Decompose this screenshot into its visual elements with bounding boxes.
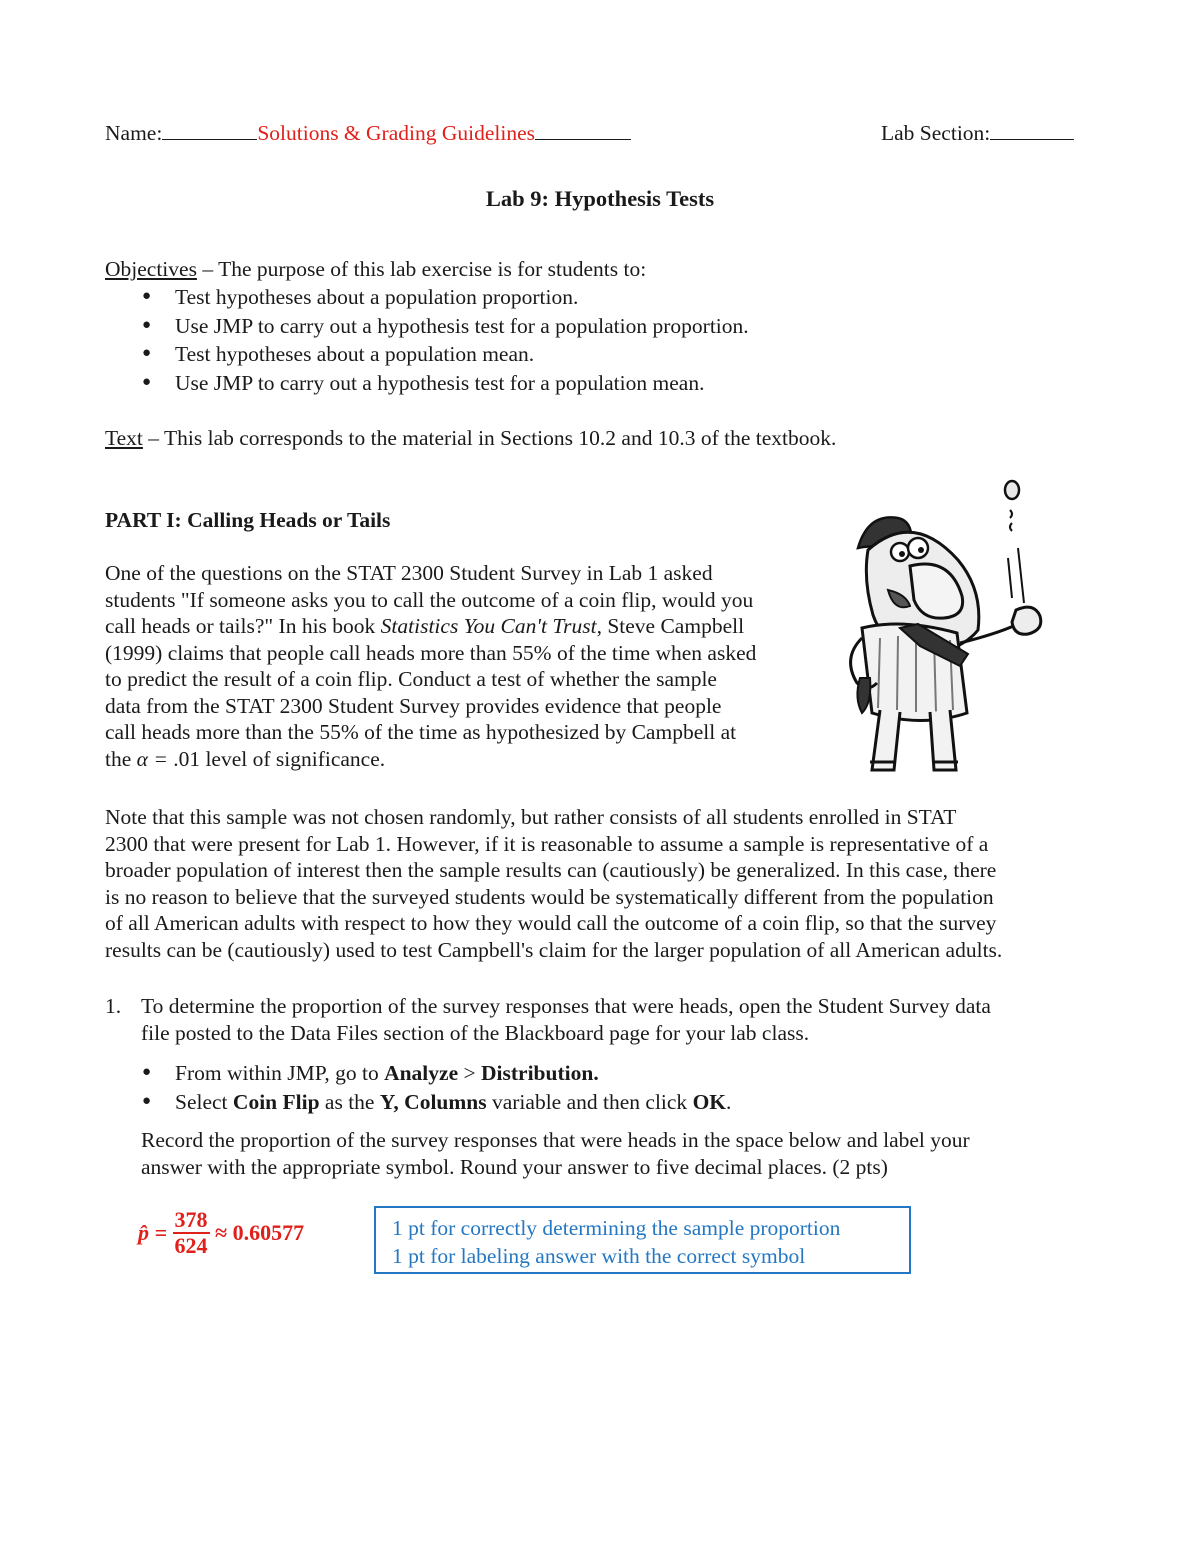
name-label: Name:	[105, 121, 163, 145]
para1-line	[105, 746, 756, 773]
para2-line: is no reason to believe that the surveyed students would be systematically different from the population	[105, 884, 994, 909]
step-text: From within JMP, go to	[175, 1061, 385, 1085]
q1-record-instructions	[141, 1127, 970, 1180]
name-blank-right	[535, 120, 631, 140]
menu-analyze: Analyze	[384, 1061, 459, 1085]
q1-line: file posted to the Data Files section of the Blackboard page for your lab class.	[141, 1020, 810, 1045]
para1-text: the	[105, 746, 137, 771]
menu-distribution: Distribution.	[481, 1061, 599, 1085]
answer-fraction	[173, 1208, 210, 1258]
approx-symbol: ≈	[215, 1220, 228, 1245]
text-body: – This lab corresponds to the material in Sections 10.2 and 10.3 of the textbook.	[142, 426, 837, 450]
bullet-icon: ●	[142, 1093, 152, 1109]
step-text: >	[458, 1061, 482, 1085]
objective-item: Use JMP to carry out a hypothesis test for a population mean.	[175, 371, 705, 395]
objective-item: Use JMP to carry out a hypothesis test for a population proportion.	[175, 314, 749, 338]
part1-heading: PART I: Calling Heads or Tails	[105, 508, 391, 532]
grading-line: 1 pt for correctly determining the sample proportion	[392, 1216, 841, 1240]
coin-flip-cartoon-illustration	[840, 478, 1062, 780]
bullet-icon: ●	[142, 288, 152, 304]
bullet-icon: ●	[142, 317, 152, 333]
q1-line: To determine the proportion of the survey responses that were heads, open the Student Survey data	[141, 994, 991, 1018]
ok-label: OK	[692, 1090, 727, 1114]
name-blank-left	[162, 120, 257, 140]
name-line	[105, 120, 631, 146]
book-title: Statistics You Can't Trust	[380, 614, 597, 638]
para2-line: Note that this sample was not chosen randomly, but rather consists of all students enrolled in STAT	[105, 805, 957, 829]
q1-step-1	[175, 1060, 599, 1086]
para2-line: of all American adults with respect to how they would call the outcome of a coin flip, so that the survey	[105, 911, 997, 935]
para2-line: broader population of interest then the sample results can (cautiously) be generalized. In this case, there	[105, 858, 997, 882]
step-text: Select	[175, 1090, 233, 1114]
para1-line: call heads more than the 55% of the time as hypothesized by Campbell at	[105, 720, 737, 744]
part1-paragraph-2	[105, 804, 1002, 963]
para1-text: , Steve Campbell	[596, 614, 745, 638]
role-y-columns: Y, Columns	[379, 1090, 487, 1114]
objectives-intro	[105, 256, 646, 282]
page-title: Lab 9: Hypothesis Tests	[485, 186, 715, 211]
para1-line	[105, 613, 756, 640]
para1-text: .01 level of significance.	[173, 746, 386, 771]
q1-record-line: answer with the appropriate symbol. Round your answer to five decimal places. (2 pts)	[141, 1154, 888, 1179]
objectives-label: Objectives	[105, 257, 197, 281]
text-reference	[105, 425, 836, 451]
para1-line: One of the questions on the STAT 2300 Student Survey in Lab 1 asked	[105, 561, 713, 585]
objective-item: Test hypotheses about a population proportion.	[175, 285, 579, 309]
lab-section-line	[881, 120, 1074, 146]
question-1-text	[141, 993, 991, 1046]
bullet-icon: ●	[142, 374, 152, 390]
objective-item: Test hypotheses about a population mean.	[175, 342, 535, 366]
lab-section-label: Lab Section:	[881, 121, 991, 145]
answer-value: 0.60577	[232, 1220, 305, 1245]
grading-line: 1 pt for labeling answer with the correct symbol	[392, 1244, 806, 1268]
para2-line: results can be (cautiously) used to test Campbell's claim for the larger population of all American adults.	[105, 937, 1003, 962]
alpha-symbol: α =	[136, 746, 174, 771]
objectives-intro-text: – The purpose of this lab exercise is for students to:	[196, 257, 647, 281]
para1-line: students "If someone asks you to call the outcome of a coin flip, would you	[105, 587, 754, 612]
lab-section-blank	[990, 120, 1074, 140]
para1-line: (1999) claims that people call heads more than 55% of the time when asked	[105, 640, 757, 665]
text-label: Text	[105, 426, 143, 450]
bullet-icon: ●	[142, 345, 152, 361]
name-value: Solutions & Grading Guidelines	[257, 121, 536, 145]
para1-line: data from the STAT 2300 Student Survey provides evidence that people	[105, 693, 722, 718]
answer-sample-proportion	[138, 1208, 304, 1258]
step-text: .	[726, 1090, 732, 1114]
fraction-numerator: 378	[174, 1207, 208, 1232]
p-hat-symbol: p̂ =	[138, 1220, 168, 1245]
para1-text: call heads or tails?" In his book	[105, 614, 381, 638]
part1-paragraph-1	[105, 560, 756, 772]
step-text: as the	[319, 1090, 380, 1114]
question-1-number: 1.	[105, 994, 122, 1018]
para2-line: 2300 that were present for Lab 1. However, if it is reasonable to assume a sample is representative of a	[105, 831, 989, 856]
para1-line: to predict the result of a coin flip. Conduct a test of whether the sample	[105, 667, 717, 691]
q1-record-line: Record the proportion of the survey responses that were heads in the space below and label your	[141, 1128, 970, 1152]
q1-step-2	[175, 1089, 731, 1115]
fraction-denominator: 624	[174, 1233, 208, 1258]
grading-guideline-box	[374, 1206, 911, 1274]
step-text: variable and then click	[486, 1090, 693, 1114]
variable-coin-flip: Coin Flip	[232, 1090, 320, 1114]
bullet-icon: ●	[142, 1064, 152, 1080]
